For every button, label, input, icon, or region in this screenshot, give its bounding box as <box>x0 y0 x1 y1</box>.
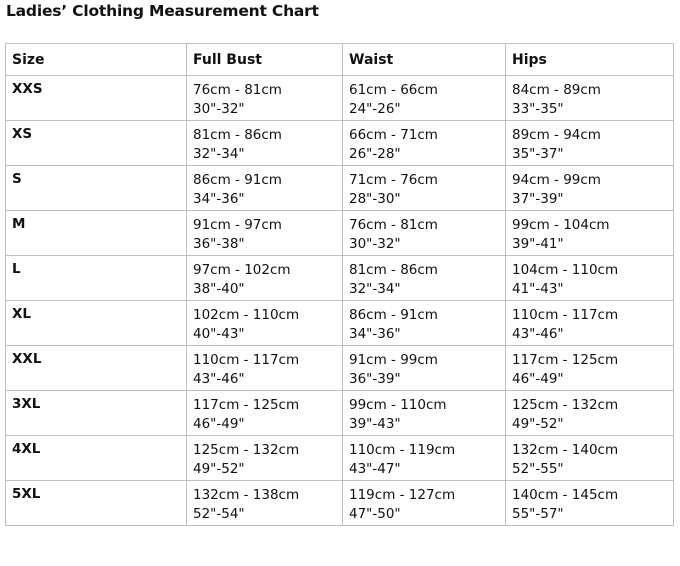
bust-cell <box>187 166 343 211</box>
bust-cm: 97cm - 102cm <box>193 262 291 278</box>
size-label: XXL <box>6 346 187 391</box>
waist-cell <box>343 391 506 436</box>
hips-cm: 94cm - 99cm <box>512 172 601 188</box>
bust-cm: 110cm - 117cm <box>193 352 300 368</box>
hips-cell <box>506 121 674 166</box>
size-label: 3XL <box>6 391 187 436</box>
size-label: XXS <box>6 76 187 121</box>
bust-cell <box>187 121 343 166</box>
hips-cell <box>506 211 674 256</box>
hips-cm: 104cm - 110cm <box>512 262 619 278</box>
hips-cell <box>506 301 674 346</box>
hips-cm: 140cm - 145cm <box>512 487 619 503</box>
bust-cell <box>187 436 343 481</box>
waist-cm: 61cm - 66cm <box>349 82 438 98</box>
hips-in: 35"-37" <box>512 146 564 162</box>
hips-cm: 110cm - 117cm <box>512 307 619 323</box>
bust-in: 36"-38" <box>193 236 245 252</box>
size-label: 5XL <box>6 481 187 526</box>
waist-cm: 86cm - 91cm <box>349 307 438 323</box>
hips-cell <box>506 166 674 211</box>
hips-in: 33"-35" <box>512 101 564 117</box>
waist-in: 28"-30" <box>349 191 401 207</box>
waist-cell <box>343 211 506 256</box>
table-row <box>6 76 674 121</box>
header-full-bust: Full Bust <box>187 44 343 76</box>
waist-cm: 71cm - 76cm <box>349 172 438 188</box>
waist-in: 36"-39" <box>349 371 401 387</box>
header-hips: Hips <box>506 44 674 76</box>
size-label: M <box>6 211 187 256</box>
waist-cm: 76cm - 81cm <box>349 217 438 233</box>
bust-in: 34"-36" <box>193 191 245 207</box>
waist-in: 47"-50" <box>349 506 401 522</box>
waist-in: 24"-26" <box>349 101 401 117</box>
waist-cm: 99cm - 110cm <box>349 397 447 413</box>
waist-cell <box>343 76 506 121</box>
bust-in: 32"-34" <box>193 146 245 162</box>
waist-cell <box>343 166 506 211</box>
bust-cm: 91cm - 97cm <box>193 217 282 233</box>
header-waist: Waist <box>343 44 506 76</box>
waist-cell <box>343 436 506 481</box>
bust-in: 43"-46" <box>193 371 245 387</box>
hips-cm: 132cm - 140cm <box>512 442 619 458</box>
hips-cm: 89cm - 94cm <box>512 127 601 143</box>
hips-cell <box>506 256 674 301</box>
bust-cm: 125cm - 132cm <box>193 442 300 458</box>
waist-cell <box>343 121 506 166</box>
bust-in: 52"-54" <box>193 506 245 522</box>
table-row <box>6 121 674 166</box>
table-row <box>6 391 674 436</box>
header-row <box>6 44 674 76</box>
table-row <box>6 346 674 391</box>
hips-in: 37"-39" <box>512 191 564 207</box>
waist-cell <box>343 301 506 346</box>
bust-cm: 76cm - 81cm <box>193 82 282 98</box>
table-row <box>6 436 674 481</box>
size-label: 4XL <box>6 436 187 481</box>
hips-cell <box>506 481 674 526</box>
hips-cell <box>506 76 674 121</box>
hips-in: 49"-52" <box>512 416 564 432</box>
bust-cell <box>187 481 343 526</box>
waist-cm: 91cm - 99cm <box>349 352 438 368</box>
bust-cell <box>187 391 343 436</box>
size-label: L <box>6 256 187 301</box>
table-row <box>6 301 674 346</box>
table-row <box>6 211 674 256</box>
bust-cm: 132cm - 138cm <box>193 487 300 503</box>
table-row <box>6 481 674 526</box>
chart-title: Ladies’ Clothing Measurement Chart <box>6 2 319 20</box>
hips-cell <box>506 436 674 481</box>
hips-cm: 99cm - 104cm <box>512 217 610 233</box>
bust-in: 30"-32" <box>193 101 245 117</box>
size-label: XL <box>6 301 187 346</box>
waist-cell <box>343 256 506 301</box>
hips-in: 43"-46" <box>512 326 564 342</box>
measurement-table <box>5 43 674 526</box>
bust-cm: 117cm - 125cm <box>193 397 300 413</box>
hips-in: 41"-43" <box>512 281 564 297</box>
table-row <box>6 166 674 211</box>
waist-in: 32"-34" <box>349 281 401 297</box>
bust-in: 46"-49" <box>193 416 245 432</box>
bust-cm: 102cm - 110cm <box>193 307 300 323</box>
hips-cell <box>506 346 674 391</box>
bust-cm: 86cm - 91cm <box>193 172 282 188</box>
bust-cm: 81cm - 86cm <box>193 127 282 143</box>
hips-in: 52"-55" <box>512 461 564 477</box>
hips-in: 55"-57" <box>512 506 564 522</box>
bust-cell <box>187 256 343 301</box>
waist-cell <box>343 481 506 526</box>
hips-in: 39"-41" <box>512 236 564 252</box>
bust-cell <box>187 346 343 391</box>
header-size: Size <box>6 44 187 76</box>
waist-cm: 110cm - 119cm <box>349 442 456 458</box>
hips-cell <box>506 391 674 436</box>
table-row <box>6 256 674 301</box>
waist-in: 26"-28" <box>349 146 401 162</box>
waist-in: 34"-36" <box>349 326 401 342</box>
bust-in: 49"-52" <box>193 461 245 477</box>
hips-cm: 84cm - 89cm <box>512 82 601 98</box>
bust-cell <box>187 211 343 256</box>
hips-cm: 125cm - 132cm <box>512 397 619 413</box>
bust-cell <box>187 76 343 121</box>
waist-cell <box>343 346 506 391</box>
bust-cell <box>187 301 343 346</box>
bust-in: 38"-40" <box>193 281 245 297</box>
waist-in: 39"-43" <box>349 416 401 432</box>
bust-in: 40"-43" <box>193 326 245 342</box>
hips-in: 46"-49" <box>512 371 564 387</box>
waist-in: 30"-32" <box>349 236 401 252</box>
waist-cm: 119cm - 127cm <box>349 487 456 503</box>
size-label: XS <box>6 121 187 166</box>
size-label: S <box>6 166 187 211</box>
waist-cm: 66cm - 71cm <box>349 127 438 143</box>
waist-cm: 81cm - 86cm <box>349 262 438 278</box>
waist-in: 43"-47" <box>349 461 401 477</box>
hips-cm: 117cm - 125cm <box>512 352 619 368</box>
